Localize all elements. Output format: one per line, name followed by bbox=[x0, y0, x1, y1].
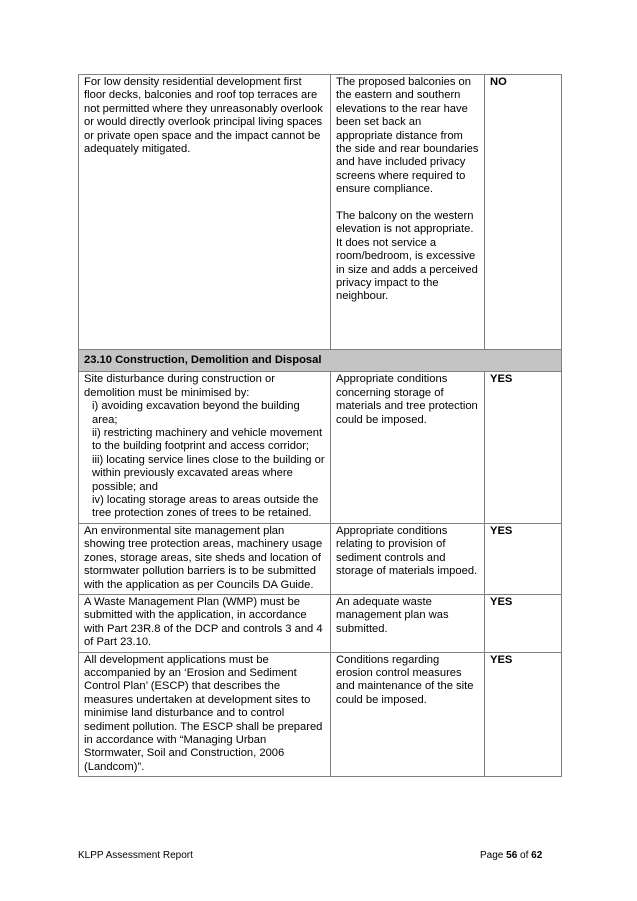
compliance-status: NO bbox=[490, 76, 507, 88]
control-text: A Waste Management Plan (WMP) must be submitted with the application, in accordance with Part 23R.8 of the DCP and controls 3 and 4 of Part 23.10. bbox=[84, 595, 323, 649]
table-row bbox=[79, 372, 562, 523]
compliance-cell bbox=[485, 594, 562, 652]
page-word: Page bbox=[480, 850, 504, 861]
table-row bbox=[79, 75, 562, 350]
control-list-item: i) avoiding excavation beyond the building area; bbox=[92, 400, 300, 426]
compliance-cell bbox=[485, 372, 562, 523]
compliance-status: YES bbox=[490, 524, 513, 537]
footer-page-number bbox=[480, 850, 542, 861]
comment-cell bbox=[331, 372, 485, 523]
control-text: All development applications must be accompanied by an ‘Erosion and Sediment Control Plan’ (ESCP) that describes the measures undertaken at development sites to minimise land disturbance and to control sediment pollution. The ESCP shall be prepared in accordance with “Managing Urban Stormwater, Soil and Construction, 2006 (Landcom)”. bbox=[84, 653, 323, 773]
total-pages: 62 bbox=[531, 850, 543, 861]
comment-text: Conditions regarding erosion control measures and maintenance of the site could be imposed. bbox=[336, 653, 474, 706]
footer-report-title: KLPP Assessment Report bbox=[78, 850, 193, 861]
comment-cell bbox=[331, 75, 485, 350]
comment-text: An adequate waste management plan was submitted. bbox=[336, 595, 449, 635]
compliance-status: YES bbox=[490, 373, 513, 386]
control-text: Site disturbance during construction or demolition must be minimised by: bbox=[84, 373, 275, 399]
control-text: For low density residential development first floor decks, balconies and roof top terraces are not permitted where they unreasonably overlook or would directly overlook principal living spaces or private open space and the impact cannot be adequately mitigated. bbox=[84, 76, 323, 156]
control-cell bbox=[79, 372, 331, 523]
control-list-item: iii) locating service lines close to the building or within previously excavated areas where possible; and bbox=[92, 453, 325, 493]
control-cell bbox=[79, 523, 331, 594]
compliance-cell bbox=[485, 652, 562, 777]
control-list-item: ii) restricting machinery and vehicle movement to the building footprint and access corridor; bbox=[92, 427, 323, 453]
comment-text: The balcony on the western elevation is not appropriate. It does not service a room/bedroom, is excessive in size and adds a perceived privacy impact to the neighbour. bbox=[336, 210, 478, 303]
comment-text: The proposed balconies on the eastern and southern elevations to the rear have been set back an appropriate distance from the side and rear boundaries and have included privacy screens where required to ensure compliance. bbox=[336, 76, 479, 196]
comment-cell bbox=[331, 594, 485, 652]
control-cell bbox=[79, 652, 331, 777]
compliance-cell bbox=[485, 523, 562, 594]
current-page: 56 bbox=[506, 850, 518, 861]
table-row bbox=[79, 523, 562, 594]
comment-text: Appropriate conditions concerning storage of materials and tree protection could be imposed. bbox=[336, 373, 478, 426]
comment-cell bbox=[331, 652, 485, 777]
control-cell bbox=[79, 75, 331, 350]
control-cell bbox=[79, 594, 331, 652]
table-row bbox=[79, 652, 562, 777]
of-word: of bbox=[520, 850, 529, 861]
control-text: An environmental site management plan showing tree protection areas, machinery usage zones, storage areas, site sheds and location of stormwater pollution barriers is to be submitted with the application as per Councils DA Guide. bbox=[84, 524, 323, 591]
table-row bbox=[79, 594, 562, 652]
comment-text: Appropriate conditions relating to provision of sediment controls and storage of materials impoed. bbox=[336, 524, 478, 578]
compliance-status: YES bbox=[490, 653, 513, 666]
comment-cell bbox=[331, 523, 485, 594]
assessment-table bbox=[78, 74, 562, 777]
section-heading-row bbox=[79, 350, 562, 372]
compliance-status: YES bbox=[490, 595, 513, 608]
compliance-cell bbox=[485, 75, 562, 350]
section-heading: 23.10 Construction, Demolition and Disposal bbox=[79, 350, 562, 372]
control-list-item: iv) locating storage areas to areas outside the tree protection zones of trees to be retained. bbox=[92, 494, 319, 520]
